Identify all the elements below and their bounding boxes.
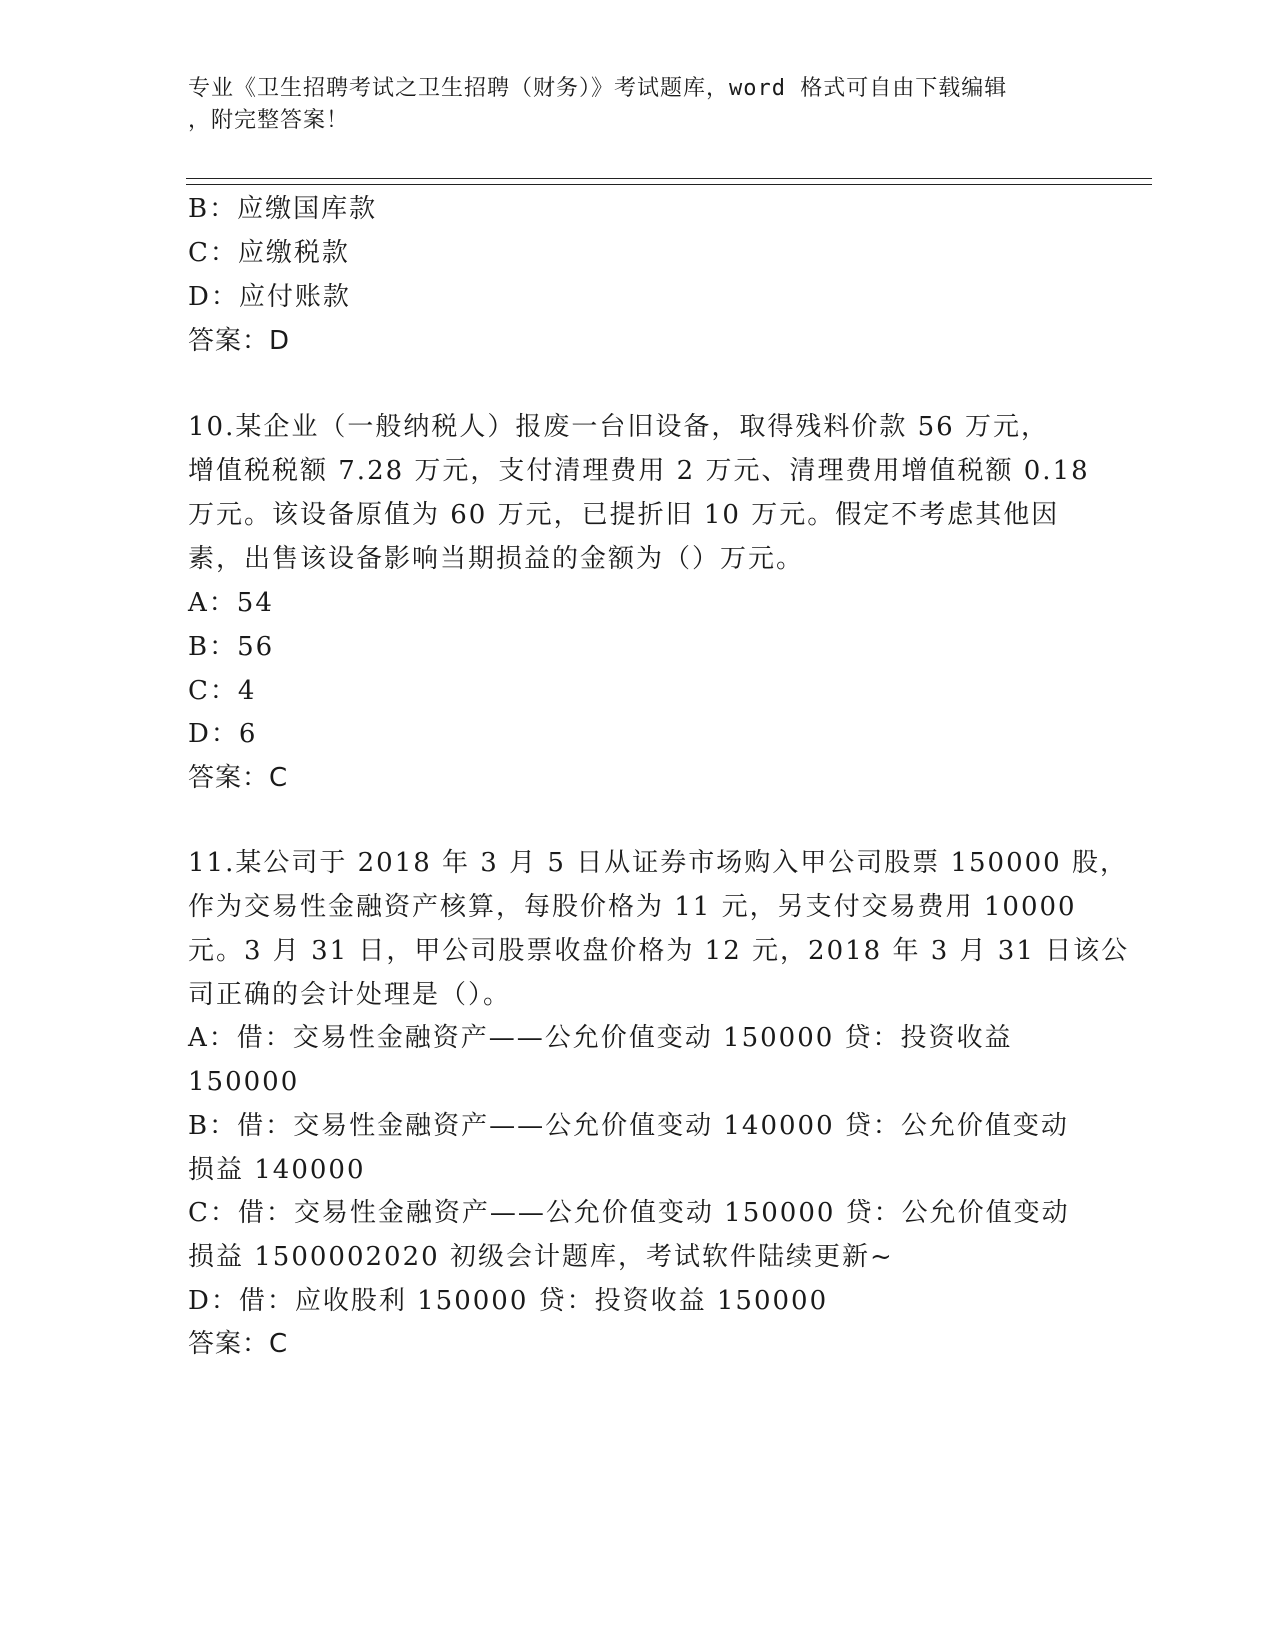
q10-option-d: D：6 — [188, 719, 258, 749]
q10-option-a: A：54 — [188, 588, 274, 618]
q9-option-c: C：应缴税款 — [188, 238, 350, 268]
q11-stem-line-2: 作为交易性金融资产核算，每股价格为 11 元，另支付交易费用 10000 — [188, 892, 1077, 922]
header-divider-bottom — [186, 184, 1152, 185]
q11-option-b-line-2: 损益 140000 — [188, 1155, 366, 1185]
q10-answer: 答案：C — [188, 763, 289, 793]
q10-stem-line-1: 10.某企业（一般纳税人）报废一台旧设备，取得残料价款 56 万元， — [188, 412, 1049, 442]
q10-stem-line-2: 增值税税额 7.28 万元，支付清理费用 2 万元、清理费用增值税额 0.18 — [188, 456, 1090, 486]
q11-option-b-line-1: B：借：交易性金融资产——公允价值变动 140000 贷：公允价值变动 — [188, 1111, 1069, 1141]
q11-stem-line-1: 11.某公司于 2018 年 3 月 5 日从证券市场购入甲公司股票 150000 股， — [188, 848, 1128, 878]
q9-answer: 答案：D — [188, 326, 291, 356]
q11-answer: 答案：C — [188, 1329, 289, 1359]
q10-stem-line-4: 素，出售该设备影响当期损益的金额为（）万元。 — [188, 544, 805, 574]
q10-option-b: B：56 — [188, 632, 275, 662]
q10-option-c: C：4 — [188, 676, 257, 706]
q11-option-c-line-2: 损益 1500002020 初级会计题库，考试软件陆续更新~ — [188, 1242, 894, 1272]
q11-option-d: D：借：应收股利 150000 贷：投资收益 150000 — [188, 1286, 829, 1316]
q10-stem-line-3: 万元。该设备原值为 60 万元，已提折旧 10 万元。假定不考虑其他因 — [188, 500, 1060, 530]
document-header — [188, 73, 1068, 137]
q9-option-b: B：应缴国库款 — [188, 194, 378, 224]
q11-option-c-line-1: C：借：交易性金融资产——公允价值变动 150000 贷：公允价值变动 — [188, 1198, 1070, 1228]
q9-option-d: D：应付账款 — [188, 282, 351, 312]
q11-stem-line-3: 元。3 月 31 日，甲公司股票收盘价格为 12 元，2018 年 3 月 31 日该公 — [188, 936, 1130, 966]
q11-option-a-line-1: A：借：交易性金融资产——公允价值变动 150000 贷：投资收益 — [188, 1023, 1013, 1053]
q11-option-a-line-2: 150000 — [188, 1067, 300, 1097]
q11-stem-line-4: 司正确的会计处理是（）。 — [188, 980, 512, 1010]
header-line-2: ，附完整答案！ — [188, 108, 350, 133]
header-divider-top — [186, 178, 1152, 179]
header-line-1: 专业《卫生招聘考试之卫生招聘（财务）》考试题库，word 格式可自由下载编辑 — [188, 76, 1008, 101]
